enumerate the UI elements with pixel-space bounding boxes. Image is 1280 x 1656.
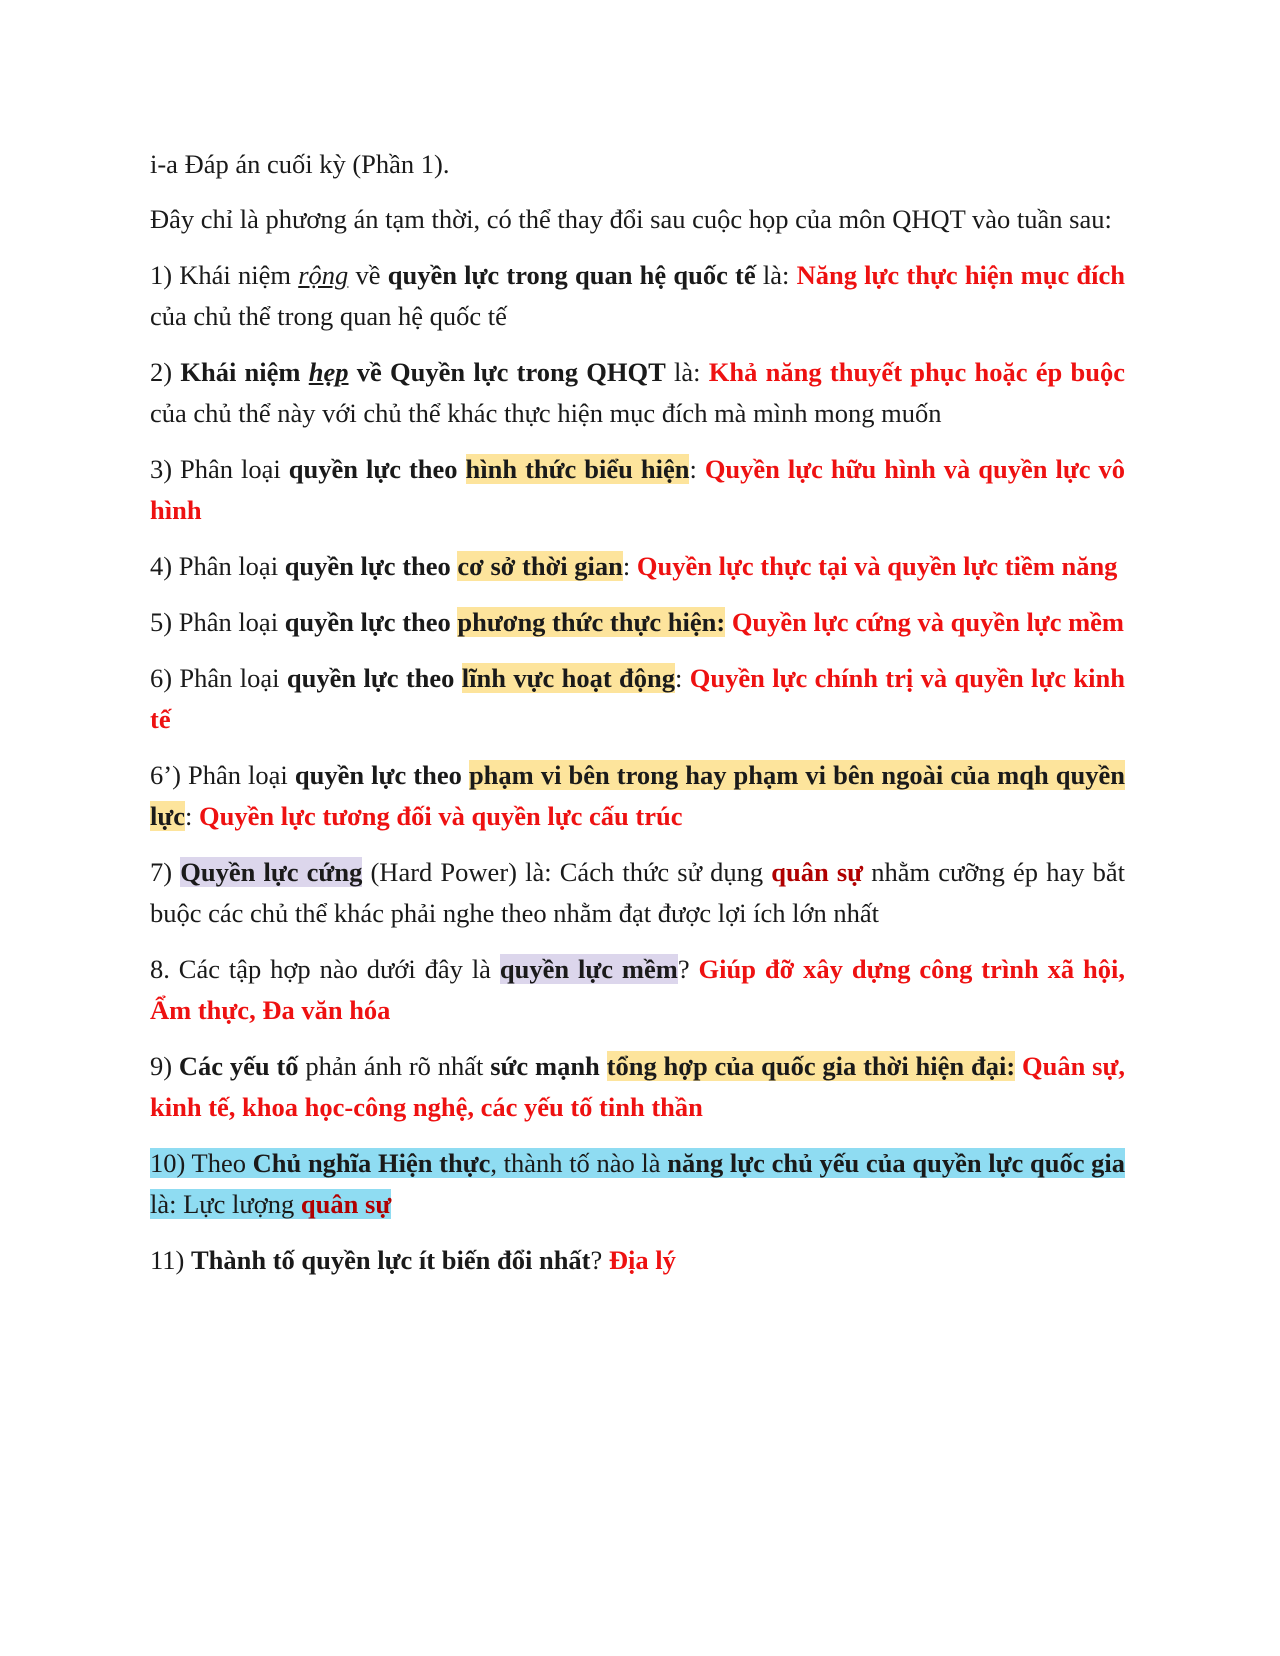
q11-prefix: 11) [150,1245,191,1275]
q10-highlight-block [150,1148,1125,1219]
q6b-prefix: 6’) Phân loại [150,760,295,790]
question-2 [150,352,1125,434]
q2-answer: Khả năng thuyết phục hoặc ép buộc [708,357,1126,387]
question-6b [150,755,1125,837]
question-10 [150,1143,1125,1225]
question-5 [150,602,1125,643]
q8-qmark: ? [677,954,699,984]
q4-answer: Quyền lực thực tại và quyền lực tiềm năng [636,551,1118,581]
q9-mid: phản ánh rõ nhất [298,1051,491,1081]
q11-topic: Thành tố quyền lực ít biến đổi nhất [190,1245,591,1275]
q3-topic: quyền lực theo [288,454,466,484]
q8-prefix: 8. Các tập hợp nào dưới đây là [150,954,500,984]
q5-highlight: phương thức thực hiện: [457,607,726,637]
q10-answer: quân sự [300,1189,392,1219]
intro-paragraph: Đây chỉ là phương án tạm thời, có thể thay đổi sau cuộc họp của môn QHQT vào tuần sau: [150,204,1112,234]
q1-is: là: [755,260,797,290]
q2-emphasis: hẹp [308,357,349,387]
q9-highlight: tổng hợp của quốc gia thời hiện đại: [606,1051,1016,1081]
q4-topic: quyền lực theo [284,551,458,581]
q6-colon: : [675,663,690,693]
q6-topic: quyền lực theo [286,663,462,693]
q6-highlight: lĩnh vực hoạt động [461,663,676,693]
q1-emphasis: rộng [298,260,349,290]
question-11 [150,1240,1125,1281]
q9-lead: Các yếu tố [178,1051,299,1081]
q6b-topic: quyền lực theo [294,760,469,790]
q8-highlight: quyền lực mềm [499,954,678,984]
q10-prefix: 10) Theo [150,1148,253,1178]
q7-highlight: Quyền lực cứng [180,857,363,887]
q9-topic: sức mạnh [490,1051,607,1081]
q10-school: Chủ nghĩa Hiện thực [252,1148,491,1178]
q7-mid: (Hard Power) là: Cách thức sử dụng [362,857,772,887]
q1-topic: quyền lực trong quan hệ quốc tế [387,260,756,290]
q11-qmark: ? [590,1245,609,1275]
q5-space [725,607,732,637]
q10-is: là: Lực lượng [150,1189,301,1219]
q7-prefix: 7) [150,857,181,887]
document-title: i-a Đáp án cuối kỳ (Phần 1). [150,149,450,179]
q2-is: là: [665,357,709,387]
q1-answer: Năng lực thực hiện mục đích [796,260,1126,290]
q11-answer: Địa lý [608,1245,676,1275]
q5-prefix: 5) Phân loại [150,607,285,637]
q4-colon: : [622,551,637,581]
q3-prefix: 3) Phân loại [150,454,289,484]
q6b-colon: : [185,801,200,831]
q3-answer: Quyền lực hữu hình và quyền lực vô hình [150,454,1125,525]
q6b-answer: Quyền lực tương đối và quyền lực cấu trúc [199,801,683,831]
q1-rest: của chủ thể trong quan hệ quốc tế [150,301,507,331]
q2-rest: của chủ thể này với chủ thể khác thực hiện mục đích mà mình mong muốn [150,398,942,428]
q2-prefix: 2) [150,357,181,387]
question-6 [150,658,1125,740]
q3-colon: : [689,454,705,484]
q4-prefix: 4) Phân loại [150,551,285,581]
question-3 [150,449,1125,531]
q4-highlight: cơ sở thời gian [457,551,623,581]
question-7 [150,852,1125,934]
q9-prefix: 9) [150,1051,179,1081]
q10-mid: , thành tố nào là [490,1148,668,1178]
q1-prefix: 1) Khái niệm [150,260,299,290]
q5-answer: Quyền lực cứng và quyền lực mềm [731,607,1125,637]
q3-highlight: hình thức biểu hiện [465,454,690,484]
q6-prefix: 6) Phân loại [150,663,287,693]
q7-answer: quân sự [771,857,864,887]
q1-mid: về [348,260,388,290]
q2-topic: về Quyền lực trong QHQT [348,357,666,387]
question-4 [150,546,1125,587]
question-9 [150,1046,1125,1128]
q2-lead: Khái niệm [180,357,309,387]
q6-answer: Quyền lực chính trị và quyền lực kinh tế [150,663,1126,734]
document-page [150,144,1125,1296]
q10-topic: năng lực chủ yếu của quyền lực quốc gia [667,1148,1125,1178]
q6b-highlight: phạm vi bên trong hay phạm vi bên ngoài của mqh quyền lực [150,760,1126,831]
q8-answer: Giúp đỡ xây dựng công trình xã hội, Ẩm thực, Đa văn hóa [150,954,1125,1025]
question-1 [150,255,1125,337]
q5-topic: quyền lực theo [284,607,458,637]
q9-space [1015,1051,1022,1081]
q9-answer: Quân sự, kinh tế, khoa học-công nghệ, các yếu tố tinh thần [150,1051,1126,1122]
question-8 [150,949,1125,1031]
q7-rest: nhằm cưỡng ép hay bắt buộc các chủ thể khác phải nghe theo nhằm đạt được lợi ích lớn nhất [150,857,1126,928]
